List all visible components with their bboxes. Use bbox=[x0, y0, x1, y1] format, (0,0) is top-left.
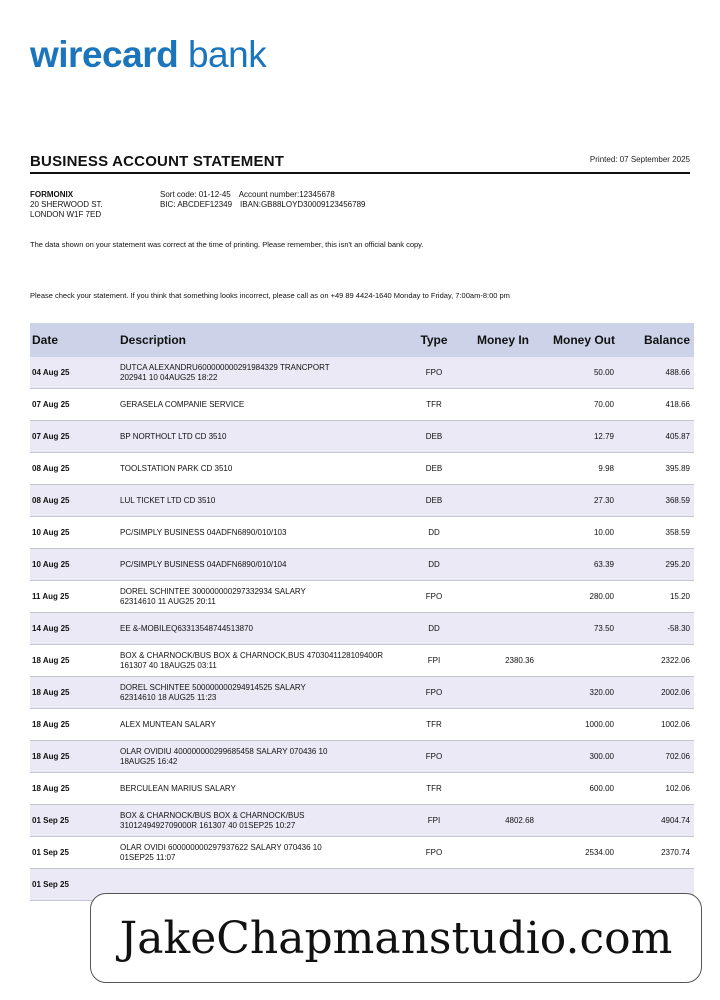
column-header-money-in: Money In bbox=[462, 323, 544, 357]
cell-balance: 2322.06 bbox=[624, 645, 694, 677]
description-line-1: OLAR OVIDIU 400000000299685458 SALARY 070436 10 bbox=[120, 746, 328, 756]
cell-description bbox=[116, 389, 406, 421]
account-number: Account number:12345678 bbox=[238, 190, 335, 199]
cell-money-in bbox=[462, 581, 544, 613]
cell-type: DEB bbox=[406, 453, 462, 485]
cell-balance: -58.30 bbox=[624, 613, 694, 645]
cell-type: FPO bbox=[406, 357, 462, 389]
cell-description bbox=[116, 517, 406, 549]
table-row bbox=[30, 389, 694, 421]
description-line-1: PC/SIMPLY BUSINESS 04ADFN6890/010/104 bbox=[120, 559, 287, 569]
cell-type: TFR bbox=[406, 709, 462, 741]
cell-money-in: 4802.68 bbox=[462, 805, 544, 837]
cell-date: 10 Aug 25 bbox=[30, 549, 116, 581]
cell-type: DD bbox=[406, 613, 462, 645]
cell-description bbox=[116, 709, 406, 741]
cell-money-in bbox=[462, 613, 544, 645]
cell-type: DD bbox=[406, 517, 462, 549]
watermark-banner: JakeChapmanstudio.com bbox=[90, 893, 702, 983]
cell-money-out: 2534.00 bbox=[544, 837, 624, 869]
description-line-2: 62314610 18 AUG25 11:23 bbox=[120, 692, 217, 702]
description-line-2: 01SEP25 11:07 bbox=[120, 852, 176, 862]
table-row bbox=[30, 421, 694, 453]
column-header-description: Description bbox=[116, 323, 406, 357]
description-line-1: DOREL SCHINTEE 500000000294914525 SALARY bbox=[120, 682, 306, 692]
cell-money-in bbox=[462, 517, 544, 549]
cell-date: 01 Sep 25 bbox=[30, 869, 116, 901]
table-row bbox=[30, 837, 694, 869]
cell-money-out: 10.00 bbox=[544, 517, 624, 549]
address-line-1: 20 SHERWOOD ST. bbox=[30, 200, 103, 209]
cell-money-out: 600.00 bbox=[544, 773, 624, 805]
cell-description bbox=[116, 645, 406, 677]
table-row bbox=[30, 709, 694, 741]
table-row bbox=[30, 549, 694, 581]
cell-type: FPI bbox=[406, 805, 462, 837]
cell-type: FPI bbox=[406, 645, 462, 677]
table-header-row bbox=[30, 323, 694, 357]
cell-description bbox=[116, 613, 406, 645]
cell-balance: 358.59 bbox=[624, 517, 694, 549]
cell-date: 11 Aug 25 bbox=[30, 581, 116, 613]
cell-description bbox=[116, 805, 406, 837]
cell-description bbox=[116, 773, 406, 805]
cell-balance: 2370.74 bbox=[624, 837, 694, 869]
description-line-2: 202941 10 04AUG25 18:22 bbox=[120, 372, 218, 382]
cell-date: 10 Aug 25 bbox=[30, 517, 116, 549]
table-row bbox=[30, 357, 694, 389]
account-address bbox=[30, 190, 103, 220]
cell-date: 18 Aug 25 bbox=[30, 645, 116, 677]
description-line-1: LUL TICKET LTD CD 3510 bbox=[120, 495, 216, 505]
cell-description bbox=[116, 453, 406, 485]
description-line-1: DUTCA ALEXANDRU600000000291984329 TRANCPORT bbox=[120, 362, 330, 372]
description-line-1: DOREL SCHINTEE 300000000297332934 SALARY bbox=[120, 586, 306, 596]
printed-date: Printed: 07 September 2025 bbox=[589, 155, 690, 164]
cell-money-in bbox=[462, 773, 544, 805]
cell-balance: 488.66 bbox=[624, 357, 694, 389]
table-row bbox=[30, 773, 694, 805]
table-row bbox=[30, 517, 694, 549]
iban-code: IBAN:GB88LOYD30009123456789 bbox=[240, 200, 366, 209]
description-line-1: ALEX MUNTEAN SALARY bbox=[120, 719, 216, 729]
cell-date: 08 Aug 25 bbox=[30, 453, 116, 485]
table-row bbox=[30, 613, 694, 645]
cell-money-out: 280.00 bbox=[544, 581, 624, 613]
cell-type: FPO bbox=[406, 677, 462, 709]
contact-note: Please check your statement. If you think that something looks incorrect, please call as on +49 89 4424-1640 Monday to Friday, 7:00am-8:00 pm bbox=[30, 291, 510, 300]
cell-money-in: 2380.36 bbox=[462, 645, 544, 677]
bank-logo: wirecard bank bbox=[30, 34, 267, 75]
bic-code: BIC: ABCDEF12349 bbox=[160, 200, 233, 209]
cell-money-out: 12.79 bbox=[544, 421, 624, 453]
cell-money-out: 73.50 bbox=[544, 613, 624, 645]
account-name: FORMONIX bbox=[30, 190, 74, 199]
cell-balance: 1002.06 bbox=[624, 709, 694, 741]
description-line-2: 18AUG25 16:42 bbox=[120, 756, 178, 766]
cell-money-in bbox=[462, 549, 544, 581]
cell-balance: 418.66 bbox=[624, 389, 694, 421]
description-line-1: BOX & CHARNOCK/BUS BOX & CHARNOCK,BUS 4703041128109400R bbox=[120, 650, 384, 660]
cell-type: DEB bbox=[406, 421, 462, 453]
cell-type: DEB bbox=[406, 485, 462, 517]
title-divider bbox=[30, 172, 690, 174]
description-line-1: GERASELA COMPANIE SERVICE bbox=[120, 399, 245, 409]
cell-money-in bbox=[462, 357, 544, 389]
cell-balance: 4904.74 bbox=[624, 805, 694, 837]
address-line-2: LONDON W1F 7ED bbox=[30, 210, 102, 219]
sort-code: Sort code: 01-12-45 bbox=[160, 190, 231, 199]
cell-money-out: 63.39 bbox=[544, 549, 624, 581]
cell-date: 18 Aug 25 bbox=[30, 741, 116, 773]
account-codes bbox=[160, 190, 373, 210]
cell-money-in bbox=[462, 709, 544, 741]
cell-money-out bbox=[544, 645, 624, 677]
description-line-1: OLAR OVIDI 600000000297937622 SALARY 070436 10 bbox=[120, 842, 322, 852]
table-row bbox=[30, 453, 694, 485]
table-row bbox=[30, 677, 694, 709]
cell-money-in bbox=[462, 677, 544, 709]
cell-balance: 702.06 bbox=[624, 741, 694, 773]
cell-money-out: 320.00 bbox=[544, 677, 624, 709]
column-header-balance: Balance bbox=[624, 323, 694, 357]
cell-date: 07 Aug 25 bbox=[30, 389, 116, 421]
cell-balance: 295.20 bbox=[624, 549, 694, 581]
cell-money-in bbox=[462, 453, 544, 485]
cell-description bbox=[116, 837, 406, 869]
cell-description bbox=[116, 549, 406, 581]
cell-description bbox=[116, 677, 406, 709]
column-header-date: Date bbox=[30, 323, 116, 357]
table-row bbox=[30, 645, 694, 677]
cell-balance: 102.06 bbox=[624, 773, 694, 805]
cell-balance: 405.87 bbox=[624, 421, 694, 453]
table-row bbox=[30, 741, 694, 773]
cell-description bbox=[116, 421, 406, 453]
cell-balance: 15.20 bbox=[624, 581, 694, 613]
table-row bbox=[30, 805, 694, 837]
cell-money-in bbox=[462, 389, 544, 421]
cell-money-in bbox=[462, 421, 544, 453]
cell-money-out bbox=[544, 805, 624, 837]
cell-date: 18 Aug 25 bbox=[30, 709, 116, 741]
cell-balance: 395.89 bbox=[624, 453, 694, 485]
cell-description bbox=[116, 741, 406, 773]
cell-money-in bbox=[462, 741, 544, 773]
cell-date: 18 Aug 25 bbox=[30, 773, 116, 805]
disclaimer-note: The data shown on your statement was correct at the time of printing. Please remember, this isn't an official bank copy. bbox=[30, 240, 424, 249]
column-header-money-out: Money Out bbox=[544, 323, 624, 357]
cell-type: FPO bbox=[406, 741, 462, 773]
cell-type: FPO bbox=[406, 837, 462, 869]
cell-date: 07 Aug 25 bbox=[30, 421, 116, 453]
description-line-1: TOOLSTATION PARK CD 3510 bbox=[120, 463, 233, 473]
cell-type: TFR bbox=[406, 389, 462, 421]
cell-money-out: 1000.00 bbox=[544, 709, 624, 741]
cell-date: 01 Sep 25 bbox=[30, 837, 116, 869]
cell-money-out: 50.00 bbox=[544, 357, 624, 389]
description-line-2: 3101249492709000R 161307 40 01SEP25 10:27 bbox=[120, 820, 296, 830]
description-line-1: BOX & CHARNOCK/BUS BOX & CHARNOCK/BUS bbox=[120, 810, 305, 820]
cell-money-out: 9.98 bbox=[544, 453, 624, 485]
cell-date: 18 Aug 25 bbox=[30, 677, 116, 709]
cell-description bbox=[116, 581, 406, 613]
cell-date: 01 Sep 25 bbox=[30, 805, 116, 837]
cell-money-out: 27.30 bbox=[544, 485, 624, 517]
table-row bbox=[30, 581, 694, 613]
cell-date: 08 Aug 25 bbox=[30, 485, 116, 517]
description-line-1: BP NORTHOLT LTD CD 3510 bbox=[120, 431, 227, 441]
cell-type: TFR bbox=[406, 773, 462, 805]
description-line-2: 161307 40 18AUG25 03:11 bbox=[120, 660, 217, 670]
cell-date: 14 Aug 25 bbox=[30, 613, 116, 645]
description-line-2: 62314610 11 AUG25 20:11 bbox=[120, 596, 216, 606]
cell-type: FPO bbox=[406, 581, 462, 613]
cell-description bbox=[116, 485, 406, 517]
cell-money-out: 300.00 bbox=[544, 741, 624, 773]
description-line-1: PC/SIMPLY BUSINESS 04ADFN6890/010/103 bbox=[120, 527, 287, 537]
column-header-type: Type bbox=[406, 323, 462, 357]
cell-balance: 368.59 bbox=[624, 485, 694, 517]
statement-title: BUSINESS ACCOUNT STATEMENT bbox=[30, 153, 285, 170]
cell-description bbox=[116, 357, 406, 389]
cell-money-out: 70.00 bbox=[544, 389, 624, 421]
description-line-1: EE &-MOBILEQ63313548744513870 bbox=[120, 623, 253, 633]
cell-money-in bbox=[462, 485, 544, 517]
table-row bbox=[30, 485, 694, 517]
cell-date: 04 Aug 25 bbox=[30, 357, 116, 389]
cell-balance: 2002.06 bbox=[624, 677, 694, 709]
cell-type: DD bbox=[406, 549, 462, 581]
cell-money-in bbox=[462, 837, 544, 869]
description-line-1: BERCULEAN MARIUS SALARY bbox=[120, 783, 236, 793]
transactions-table bbox=[30, 323, 694, 901]
